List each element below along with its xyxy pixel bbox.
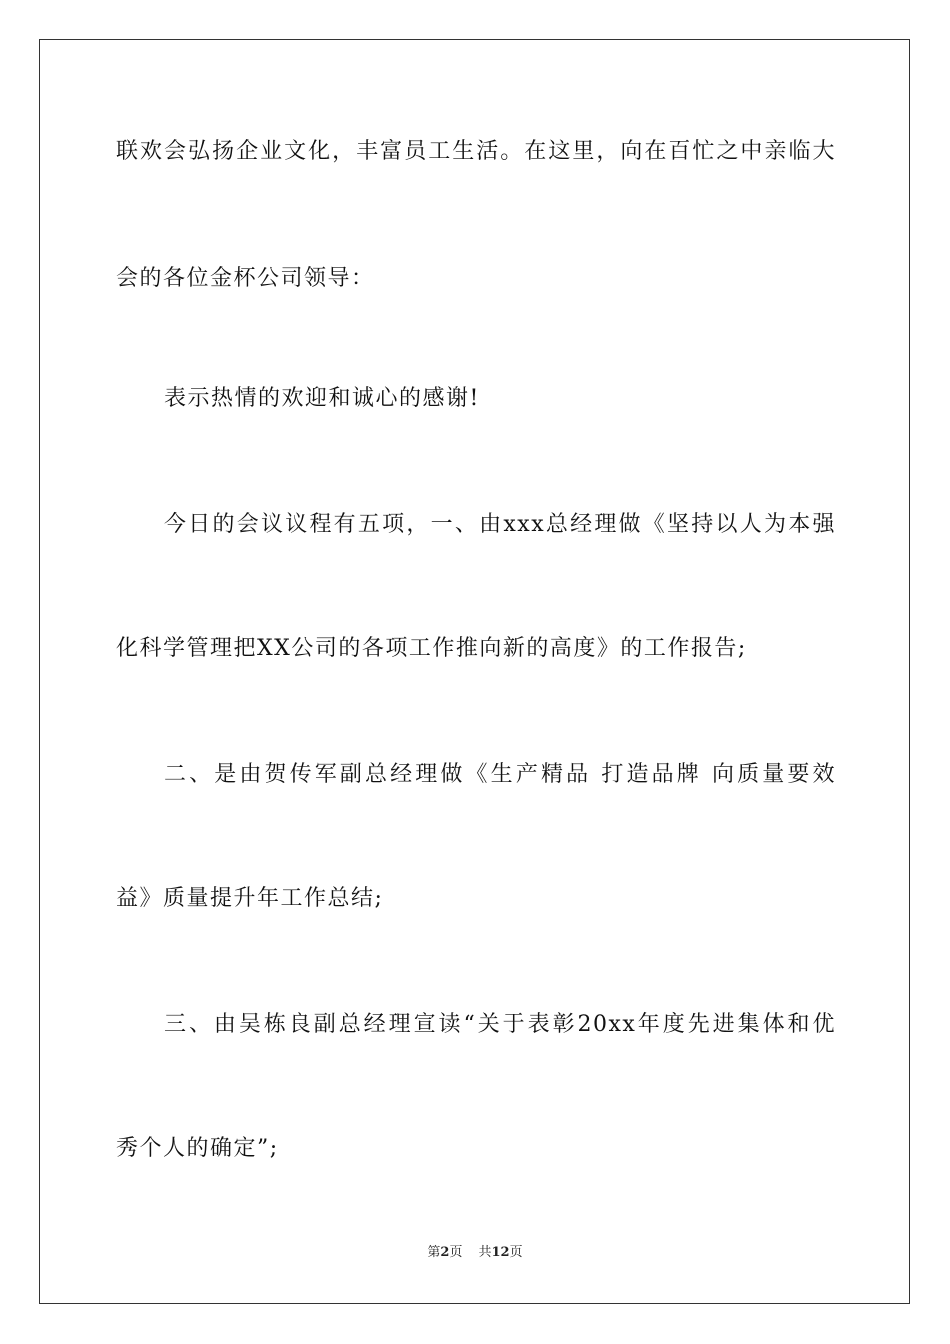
body-line: 三、由吴栋良副总经理宣读“关于表彰20xx年度先进集体和优: [164, 1012, 836, 1037]
body-line: 秀个人的确定”;: [116, 1136, 279, 1161]
current-page-number: 2: [440, 1245, 450, 1260]
total-prefix: 共: [478, 1245, 492, 1260]
body-line: 会的各位金杯公司领导：: [116, 266, 375, 291]
body-line: 二、是由贺传军副总经理做《生产精品 打造品牌 向质量要效: [164, 762, 836, 787]
body-line: 今日的会议议程有五项，一、由xxx总经理做《坚持以人为本强: [164, 512, 836, 537]
page-unit: 页: [449, 1245, 463, 1260]
body-line: 化科学管理把XX公司的各项工作推向新的高度》的工作报告;: [116, 636, 747, 661]
body-line: 表示热情的欢迎和诚心的感谢!: [164, 386, 480, 411]
total-unit: 页: [509, 1245, 523, 1260]
page-frame: [39, 39, 910, 1304]
total-page-number: 12: [491, 1245, 510, 1260]
page-footer: [0, 1245, 950, 1261]
page-prefix: 第: [427, 1245, 441, 1260]
body-line: 益》质量提升年工作总结;: [116, 886, 384, 911]
body-line: 联欢会弘扬企业文化，丰富员工生活。在这里，向在百忙之中亲临大: [116, 139, 836, 164]
